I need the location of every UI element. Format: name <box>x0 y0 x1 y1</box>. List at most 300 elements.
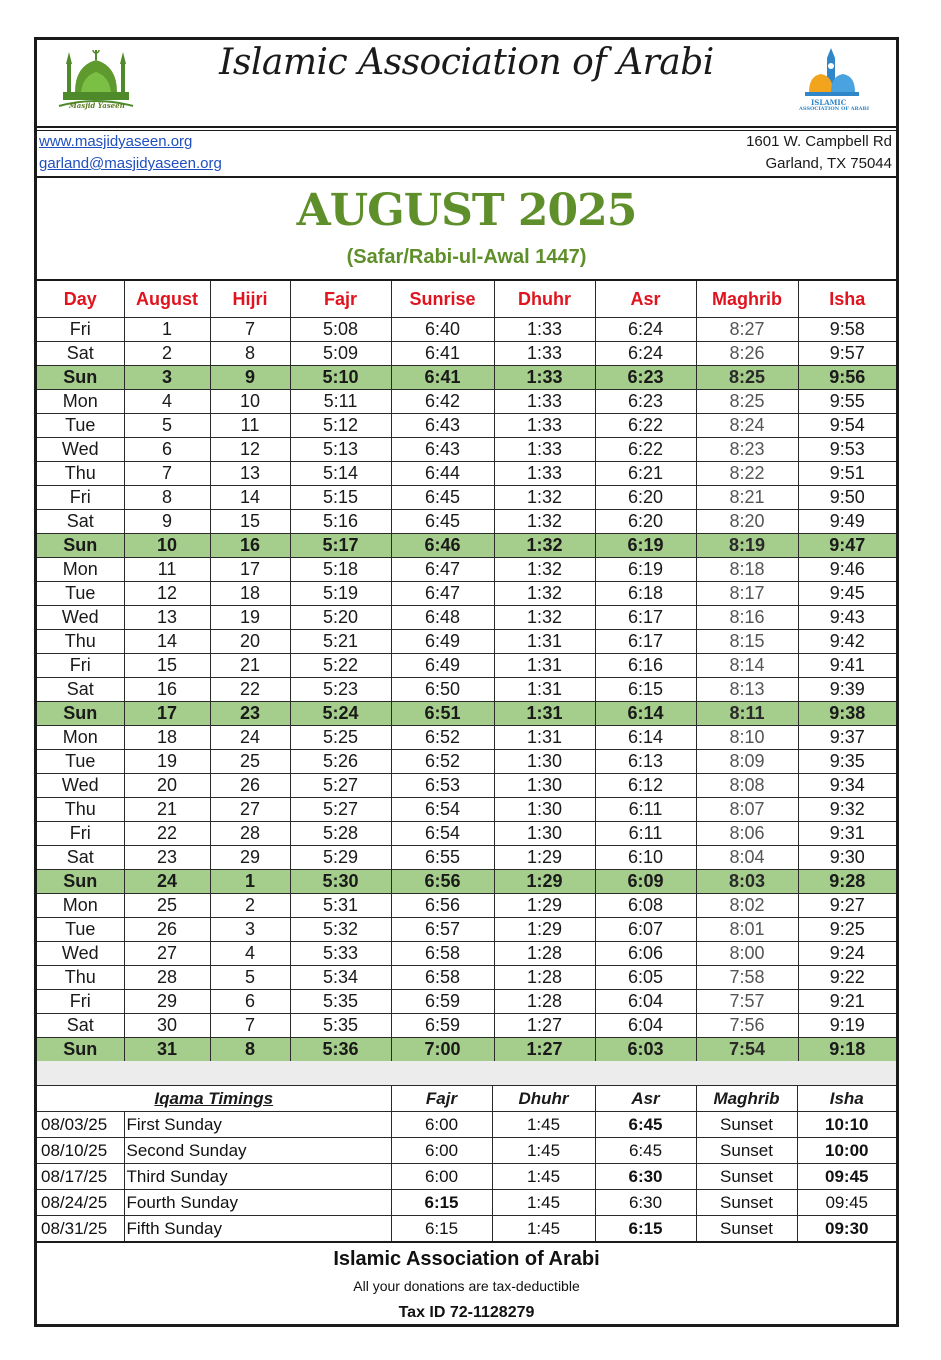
table-row <box>37 678 896 702</box>
cell-day: Thu <box>37 798 124 822</box>
cell-date: 22 <box>124 822 210 846</box>
cell-dhuhr: 1:33 <box>494 462 595 486</box>
cell-fajr: 5:28 <box>290 822 391 846</box>
cell-asr: 6:07 <box>595 918 696 942</box>
cell-asr: 6:23 <box>595 390 696 414</box>
cell-sunrise: 6:45 <box>391 510 494 534</box>
cell-day: Mon <box>37 390 124 414</box>
cell-hijri: 23 <box>210 702 290 726</box>
cell-hijri: 8 <box>210 342 290 366</box>
cell-day: Wed <box>37 606 124 630</box>
cell-hijri: 4 <box>210 942 290 966</box>
iqama-row <box>37 1164 896 1190</box>
cell-isha: 9:58 <box>798 318 896 342</box>
cell-asr: 6:20 <box>595 510 696 534</box>
cell-dhuhr: 1:29 <box>494 870 595 894</box>
cell-sunrise: 6:46 <box>391 534 494 558</box>
cell-isha: 9:18 <box>798 1038 896 1062</box>
cell-isha: 9:47 <box>798 534 896 558</box>
iqama-cell-dhuhr: 1:45 <box>492 1112 595 1138</box>
header-day: Day <box>37 281 124 318</box>
table-row <box>37 822 896 846</box>
cell-hijri: 18 <box>210 582 290 606</box>
iqama-cell-asr: 6:45 <box>595 1138 696 1164</box>
cell-isha: 9:35 <box>798 750 896 774</box>
iqama-cell-maghrib: Sunset <box>696 1190 797 1216</box>
cell-fajr: 5:08 <box>290 318 391 342</box>
cell-sunrise: 6:50 <box>391 678 494 702</box>
cell-isha: 9:34 <box>798 774 896 798</box>
cell-day: Tue <box>37 582 124 606</box>
header-fajr: Fajr <box>290 281 391 318</box>
cell-maghrib: 8:14 <box>696 654 798 678</box>
cell-hijri: 11 <box>210 414 290 438</box>
cell-day: Sun <box>37 870 124 894</box>
cell-hijri: 1 <box>210 870 290 894</box>
cell-fajr: 5:22 <box>290 654 391 678</box>
cell-sunrise: 6:52 <box>391 750 494 774</box>
table-row <box>37 702 896 726</box>
table-row <box>37 894 896 918</box>
table-row <box>37 870 896 894</box>
cell-asr: 6:16 <box>595 654 696 678</box>
iqama-cell-date: 08/03/25 <box>37 1112 124 1138</box>
cell-dhuhr: 1:32 <box>494 534 595 558</box>
cell-maghrib: 8:03 <box>696 870 798 894</box>
left-logo-caption: Masjid Yaseen <box>69 101 125 110</box>
cell-fajr: 5:25 <box>290 726 391 750</box>
cell-asr: 6:10 <box>595 846 696 870</box>
cell-date: 26 <box>124 918 210 942</box>
prayer-times-table <box>37 281 896 1062</box>
cell-asr: 6:12 <box>595 774 696 798</box>
table-row <box>37 606 896 630</box>
cell-asr: 6:24 <box>595 318 696 342</box>
cell-date: 2 <box>124 342 210 366</box>
cell-fajr: 5:30 <box>290 870 391 894</box>
cell-dhuhr: 1:27 <box>494 1038 595 1062</box>
cell-asr: 6:04 <box>595 990 696 1014</box>
iqama-row <box>37 1216 896 1242</box>
cell-dhuhr: 1:33 <box>494 342 595 366</box>
iqama-cell-isha: 09:45 <box>797 1164 896 1190</box>
iqama-cell-date: 08/31/25 <box>37 1216 124 1242</box>
cell-fajr: 5:23 <box>290 678 391 702</box>
cell-isha: 9:30 <box>798 846 896 870</box>
cell-isha: 9:42 <box>798 630 896 654</box>
cell-day: Tue <box>37 918 124 942</box>
cell-isha: 9:43 <box>798 606 896 630</box>
cell-sunrise: 6:54 <box>391 798 494 822</box>
cell-hijri: 7 <box>210 1014 290 1038</box>
cell-isha: 9:22 <box>798 966 896 990</box>
cell-hijri: 13 <box>210 462 290 486</box>
cell-asr: 6:08 <box>595 894 696 918</box>
cell-date: 28 <box>124 966 210 990</box>
cell-sunrise: 6:48 <box>391 606 494 630</box>
cell-date: 5 <box>124 414 210 438</box>
iqama-title: Iqama Timings <box>37 1086 391 1112</box>
cell-isha: 9:32 <box>798 798 896 822</box>
cell-isha: 9:56 <box>798 366 896 390</box>
cell-fajr: 5:13 <box>290 438 391 462</box>
cell-hijri: 6 <box>210 990 290 1014</box>
cell-day: Mon <box>37 558 124 582</box>
cell-hijri: 8 <box>210 1038 290 1062</box>
cell-dhuhr: 1:28 <box>494 966 595 990</box>
iqama-cell-dhuhr: 1:45 <box>492 1216 595 1242</box>
cell-date: 19 <box>124 750 210 774</box>
cell-day: Thu <box>37 630 124 654</box>
cell-fajr: 5:14 <box>290 462 391 486</box>
cell-fajr: 5:36 <box>290 1038 391 1062</box>
cell-sunrise: 6:43 <box>391 438 494 462</box>
cell-date: 9 <box>124 510 210 534</box>
iqama-cell-dhuhr: 1:45 <box>492 1164 595 1190</box>
cell-asr: 6:05 <box>595 966 696 990</box>
cell-date: 7 <box>124 462 210 486</box>
cell-dhuhr: 1:33 <box>494 414 595 438</box>
cell-day: Tue <box>37 750 124 774</box>
iqama-cell-maghrib: Sunset <box>696 1112 797 1138</box>
cell-asr: 6:04 <box>595 1014 696 1038</box>
prayer-timetable-sheet <box>34 37 899 1327</box>
cell-dhuhr: 1:31 <box>494 630 595 654</box>
cell-sunrise: 6:51 <box>391 702 494 726</box>
cell-sunrise: 6:56 <box>391 894 494 918</box>
hijri-month-range: (Safar/Rabi-ul-Awal 1447) <box>346 246 587 268</box>
cell-asr: 6:22 <box>595 438 696 462</box>
address-line-1: 1601 W. Campbell Rd <box>746 133 892 150</box>
cell-date: 10 <box>124 534 210 558</box>
cell-maghrib: 8:09 <box>696 750 798 774</box>
cell-hijri: 15 <box>210 510 290 534</box>
table-row <box>37 750 896 774</box>
cell-asr: 6:17 <box>595 630 696 654</box>
cell-maghrib: 8:10 <box>696 726 798 750</box>
cell-date: 8 <box>124 486 210 510</box>
cell-maghrib: 8:18 <box>696 558 798 582</box>
cell-fajr: 5:17 <box>290 534 391 558</box>
cell-hijri: 9 <box>210 366 290 390</box>
cell-sunrise: 6:43 <box>391 414 494 438</box>
table-row <box>37 1038 896 1062</box>
cell-fajr: 5:35 <box>290 1014 391 1038</box>
cell-fajr: 5:11 <box>290 390 391 414</box>
cell-dhuhr: 1:32 <box>494 558 595 582</box>
table-row <box>37 990 896 1014</box>
iqama-cell-label: Third Sunday <box>124 1164 391 1190</box>
cell-fajr: 5:35 <box>290 990 391 1014</box>
cell-asr: 6:17 <box>595 606 696 630</box>
cell-isha: 9:39 <box>798 678 896 702</box>
cell-dhuhr: 1:33 <box>494 318 595 342</box>
cell-dhuhr: 1:27 <box>494 1014 595 1038</box>
cell-hijri: 28 <box>210 822 290 846</box>
cell-hijri: 29 <box>210 846 290 870</box>
cell-fajr: 5:10 <box>290 366 391 390</box>
iqama-header-row <box>37 1086 896 1112</box>
cell-maghrib: 8:16 <box>696 606 798 630</box>
cell-isha: 9:55 <box>798 390 896 414</box>
cell-asr: 6:18 <box>595 582 696 606</box>
cell-fajr: 5:24 <box>290 702 391 726</box>
cell-day: Thu <box>37 966 124 990</box>
cell-asr: 6:14 <box>595 726 696 750</box>
cell-asr: 6:06 <box>595 942 696 966</box>
cell-day: Thu <box>37 462 124 486</box>
header-asr: Asr <box>595 281 696 318</box>
cell-isha: 9:53 <box>798 438 896 462</box>
cell-maghrib: 8:01 <box>696 918 798 942</box>
iqama-header-fajr: Fajr <box>391 1086 492 1112</box>
cell-date: 23 <box>124 846 210 870</box>
cell-isha: 9:27 <box>798 894 896 918</box>
iqama-cell-label: Fifth Sunday <box>124 1216 391 1242</box>
header-maghrib: Maghrib <box>696 281 798 318</box>
cell-maghrib: 8:17 <box>696 582 798 606</box>
cell-day: Fri <box>37 654 124 678</box>
cell-isha: 9:25 <box>798 918 896 942</box>
cell-dhuhr: 1:33 <box>494 438 595 462</box>
cell-day: Fri <box>37 486 124 510</box>
table-row <box>37 726 896 750</box>
cell-isha: 9:57 <box>798 342 896 366</box>
iqama-cell-date: 08/24/25 <box>37 1190 124 1216</box>
cell-maghrib: 8:08 <box>696 774 798 798</box>
table-spacer <box>37 1061 896 1085</box>
table-row <box>37 366 896 390</box>
cell-asr: 6:11 <box>595 822 696 846</box>
iqama-cell-fajr: 6:15 <box>391 1190 492 1216</box>
cell-dhuhr: 1:32 <box>494 606 595 630</box>
cell-asr: 6:11 <box>595 798 696 822</box>
cell-date: 3 <box>124 366 210 390</box>
cell-day: Sun <box>37 1038 124 1062</box>
cell-day: Mon <box>37 726 124 750</box>
cell-hijri: 12 <box>210 438 290 462</box>
address-line-2: Garland, TX 75044 <box>765 155 892 172</box>
cell-maghrib: 8:06 <box>696 822 798 846</box>
cell-sunrise: 7:00 <box>391 1038 494 1062</box>
cell-fajr: 5:26 <box>290 750 391 774</box>
email-link[interactable]: garland@masjidyaseen.org <box>39 155 222 172</box>
cell-isha: 9:21 <box>798 990 896 1014</box>
cell-date: 16 <box>124 678 210 702</box>
cell-hijri: 26 <box>210 774 290 798</box>
cell-hijri: 21 <box>210 654 290 678</box>
cell-isha: 9:46 <box>798 558 896 582</box>
cell-day: Sun <box>37 702 124 726</box>
cell-day: Wed <box>37 438 124 462</box>
cell-asr: 6:23 <box>595 366 696 390</box>
cell-maghrib: 8:11 <box>696 702 798 726</box>
cell-isha: 9:54 <box>798 414 896 438</box>
cell-isha: 9:38 <box>798 702 896 726</box>
iqama-cell-fajr: 6:00 <box>391 1138 492 1164</box>
cell-asr: 6:15 <box>595 678 696 702</box>
cell-maghrib: 8:23 <box>696 438 798 462</box>
cell-hijri: 24 <box>210 726 290 750</box>
cell-sunrise: 6:41 <box>391 366 494 390</box>
iqama-cell-asr: 6:30 <box>595 1164 696 1190</box>
cell-date: 18 <box>124 726 210 750</box>
cell-dhuhr: 1:28 <box>494 942 595 966</box>
cell-sunrise: 6:40 <box>391 318 494 342</box>
table-row <box>37 510 896 534</box>
cell-fajr: 5:27 <box>290 774 391 798</box>
cell-maghrib: 8:21 <box>696 486 798 510</box>
iqama-cell-asr: 6:15 <box>595 1216 696 1242</box>
iqama-cell-isha: 09:30 <box>797 1216 896 1242</box>
cell-dhuhr: 1:32 <box>494 486 595 510</box>
cell-hijri: 20 <box>210 630 290 654</box>
cell-dhuhr: 1:30 <box>494 798 595 822</box>
cell-fajr: 5:15 <box>290 486 391 510</box>
cell-sunrise: 6:45 <box>391 486 494 510</box>
cell-fajr: 5:33 <box>290 942 391 966</box>
cell-dhuhr: 1:30 <box>494 774 595 798</box>
cell-maghrib: 7:54 <box>696 1038 798 1062</box>
table-row <box>37 390 896 414</box>
cell-hijri: 3 <box>210 918 290 942</box>
cell-day: Sat <box>37 846 124 870</box>
header-august: August <box>124 281 210 318</box>
cell-dhuhr: 1:31 <box>494 726 595 750</box>
table-row <box>37 558 896 582</box>
cell-isha: 9:41 <box>798 654 896 678</box>
cell-dhuhr: 1:30 <box>494 822 595 846</box>
iqama-row <box>37 1112 896 1138</box>
cell-date: 4 <box>124 390 210 414</box>
cell-sunrise: 6:53 <box>391 774 494 798</box>
table-row <box>37 630 896 654</box>
table-row <box>37 342 896 366</box>
minaret-icon <box>797 48 867 100</box>
cell-day: Tue <box>37 414 124 438</box>
cell-sunrise: 6:58 <box>391 966 494 990</box>
table-row <box>37 654 896 678</box>
iqama-cell-asr: 6:45 <box>595 1112 696 1138</box>
iqama-cell-maghrib: Sunset <box>696 1164 797 1190</box>
cell-maghrib: 8:25 <box>696 366 798 390</box>
header-hijri: Hijri <box>210 281 290 318</box>
cell-maghrib: 7:58 <box>696 966 798 990</box>
header-sunrise: Sunrise <box>391 281 494 318</box>
iqama-header-maghrib: Maghrib <box>696 1086 797 1112</box>
cell-hijri: 25 <box>210 750 290 774</box>
cell-sunrise: 6:59 <box>391 1014 494 1038</box>
iqama-cell-label: First Sunday <box>124 1112 391 1138</box>
cell-dhuhr: 1:29 <box>494 846 595 870</box>
cell-sunrise: 6:52 <box>391 726 494 750</box>
cell-day: Sun <box>37 534 124 558</box>
iqama-cell-label: Fourth Sunday <box>124 1190 391 1216</box>
table-row <box>37 798 896 822</box>
cell-hijri: 19 <box>210 606 290 630</box>
cell-date: 17 <box>124 702 210 726</box>
table-row <box>37 966 896 990</box>
cell-maghrib: 8:02 <box>696 894 798 918</box>
table-row <box>37 582 896 606</box>
iqama-header-asr: Asr <box>595 1086 696 1112</box>
cell-sunrise: 6:59 <box>391 990 494 1014</box>
cell-date: 15 <box>124 654 210 678</box>
cell-hijri: 16 <box>210 534 290 558</box>
iqama-cell-isha: 10:10 <box>797 1112 896 1138</box>
cell-day: Mon <box>37 894 124 918</box>
cell-hijri: 27 <box>210 798 290 822</box>
cell-fajr: 5:21 <box>290 630 391 654</box>
cell-sunrise: 6:49 <box>391 630 494 654</box>
cell-hijri: 10 <box>210 390 290 414</box>
cell-dhuhr: 1:30 <box>494 750 595 774</box>
prayer-times-header-row <box>37 281 896 318</box>
islamic-association-logo <box>797 48 870 114</box>
cell-maghrib: 8:07 <box>696 798 798 822</box>
cell-isha: 9:50 <box>798 486 896 510</box>
table-row <box>37 1014 896 1038</box>
cell-date: 14 <box>124 630 210 654</box>
page-title: Islamic Association of Arabi <box>219 42 714 83</box>
right-logo-caption-1: ISLAMIC <box>811 98 847 107</box>
website-link[interactable]: www.masjidyaseen.org <box>39 133 193 150</box>
cell-sunrise: 6:55 <box>391 846 494 870</box>
month-title: AUGUST 2025 <box>296 185 637 236</box>
cell-date: 25 <box>124 894 210 918</box>
iqama-row <box>37 1138 896 1164</box>
cell-isha: 9:31 <box>798 822 896 846</box>
cell-isha: 9:45 <box>798 582 896 606</box>
cell-maghrib: 7:57 <box>696 990 798 1014</box>
cell-isha: 9:19 <box>798 1014 896 1038</box>
cell-dhuhr: 1:33 <box>494 366 595 390</box>
cell-hijri: 17 <box>210 558 290 582</box>
cell-date: 6 <box>124 438 210 462</box>
iqama-cell-isha: 10:00 <box>797 1138 896 1164</box>
cell-sunrise: 6:44 <box>391 462 494 486</box>
cell-maghrib: 8:20 <box>696 510 798 534</box>
iqama-header-dhuhr: Dhuhr <box>492 1086 595 1112</box>
cell-dhuhr: 1:32 <box>494 582 595 606</box>
cell-sunrise: 6:58 <box>391 942 494 966</box>
cell-date: 20 <box>124 774 210 798</box>
cell-dhuhr: 1:33 <box>494 390 595 414</box>
cell-date: 30 <box>124 1014 210 1038</box>
cell-isha: 9:49 <box>798 510 896 534</box>
cell-hijri: 5 <box>210 966 290 990</box>
iqama-cell-isha: 09:45 <box>797 1190 896 1216</box>
table-row <box>37 534 896 558</box>
table-row <box>37 942 896 966</box>
cell-sunrise: 6:57 <box>391 918 494 942</box>
cell-dhuhr: 1:31 <box>494 678 595 702</box>
cell-dhuhr: 1:29 <box>494 918 595 942</box>
iqama-cell-maghrib: Sunset <box>696 1216 797 1242</box>
cell-sunrise: 6:42 <box>391 390 494 414</box>
table-row <box>37 918 896 942</box>
cell-sunrise: 6:54 <box>391 822 494 846</box>
table-row <box>37 414 896 438</box>
table-row <box>37 318 896 342</box>
cell-maghrib: 8:00 <box>696 942 798 966</box>
cell-maghrib: 7:56 <box>696 1014 798 1038</box>
iqama-cell-fajr: 6:00 <box>391 1112 492 1138</box>
cell-sunrise: 6:47 <box>391 558 494 582</box>
cell-day: Sat <box>37 510 124 534</box>
cell-dhuhr: 1:29 <box>494 894 595 918</box>
cell-date: 29 <box>124 990 210 1014</box>
